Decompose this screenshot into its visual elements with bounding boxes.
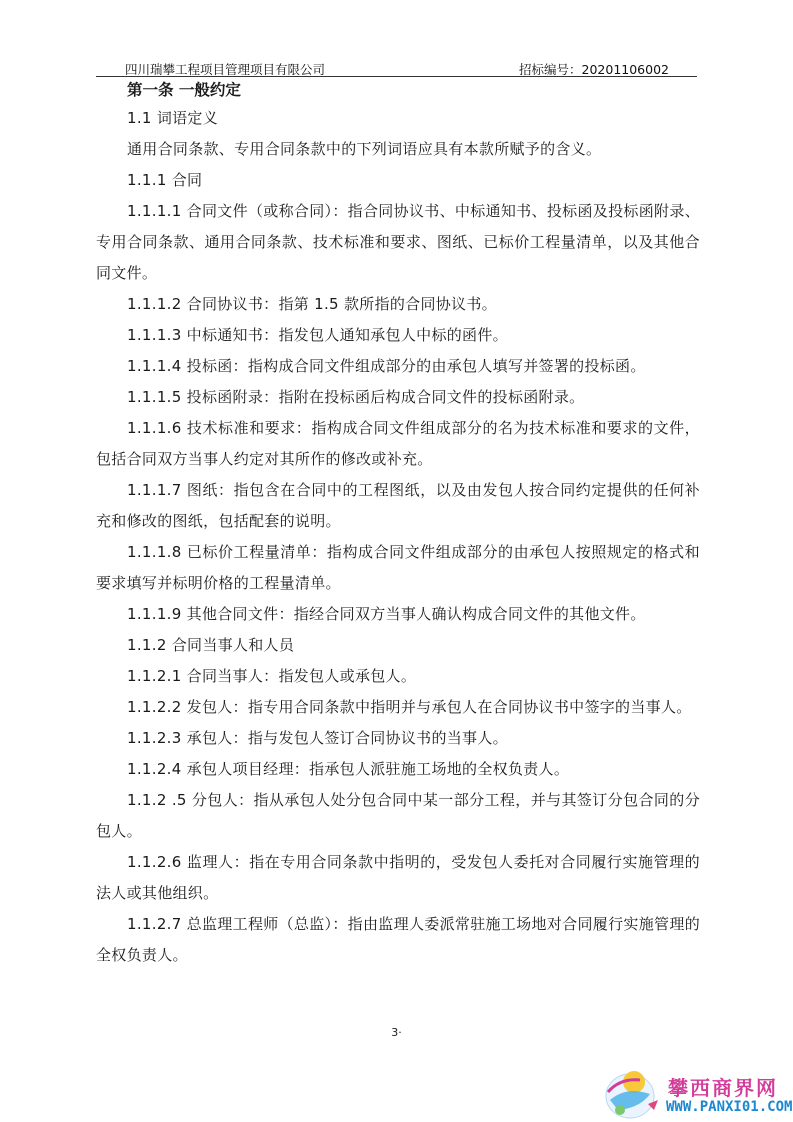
paragraph: 1.1.1.2 合同协议书：指第 1.5 款所指的合同协议书。: [127, 295, 497, 313]
site-name: 攀西商界网: [668, 1076, 778, 1100]
paragraph: 1.1.1.3 中标通知书：指发包人通知承包人中标的函件。: [127, 326, 508, 344]
paragraph: 1.1.1.7 图纸：指包含在合同中的工程图纸，以及由发包人按合同约定提供的任何补充和修改的图纸，包括配套的说明。: [96, 481, 700, 530]
paragraph: 1.1.2.2 发包人：指专用合同条款中指明并与承包人在合同协议书中签字的当事人。: [127, 698, 692, 716]
paragraph: 1.1.1.6 技术标准和要求：指构成合同文件组成部分的名为技术标准和要求的文件，包括合同双方当事人约定对其所作的修改或补充。: [96, 419, 700, 468]
paragraph: 1.1.1 合同: [127, 171, 203, 189]
site-logo-icon: [600, 1064, 666, 1122]
site-url-link[interactable]: WWW.PANXI01.COM: [666, 1099, 793, 1115]
paragraph: 1.1.2 合同当事人和人员: [127, 636, 295, 654]
paragraph: 1.1 词语定义: [127, 109, 219, 127]
paragraph: 1.1.2.7 总监理工程师（总监）：指由监理人委派常驻施工场地对合同履行实施管理的全权负责人。: [96, 915, 700, 964]
page-number: 3·: [391, 1026, 402, 1039]
document-body: [96, 77, 700, 971]
paragraph: 1.1.2.4 承包人项目经理：指承包人派驻施工场地的全权负责人。: [127, 760, 570, 778]
paragraph: 1.1.2.1 合同当事人：指发包人或承包人。: [127, 667, 417, 685]
bid-number: 招标编号：20201106002: [519, 62, 669, 77]
company-name: 四川瑞攀工程项目管理项目有限公司: [125, 62, 326, 77]
paragraph: 通用合同条款、专用合同条款中的下列词语应具有本款所赋予的含义。: [127, 140, 602, 158]
paragraph: 1.1.1.1 合同文件（或称合同）：指合同协议书、中标通知书、投标函及投标函附录、专用合同条款、通用合同条款、技术标准和要求、图纸、已标价工程量清单，以及其他合同文件。: [96, 202, 700, 282]
paragraph: 1.1.1.5 投标函附录：指附在投标函后构成合同文件的投标函附录。: [127, 388, 585, 406]
paragraph: 1.1.1.8 已标价工程量清单：指构成合同文件组成部分的由承包人按照规定的格式和要求填写并标明价格的工程量清单。: [96, 543, 700, 592]
page-header: [96, 58, 697, 77]
paragraph: 1.1.1.9 其他合同文件：指经合同双方当事人确认构成合同文件的其他文件。: [127, 605, 646, 623]
site-watermark[interactable]: [600, 1064, 793, 1122]
paragraph: 1.1.2.3 承包人：指与发包人签订合同协议书的当事人。: [127, 729, 508, 747]
paragraph: 1.1.1.4 投标函：指构成合同文件组成部分的由承包人填写并签署的投标函。: [127, 357, 646, 375]
paragraph: 1.1.2 .5 分包人：指从承包人处分包合同中某一部分工程，并与其签订分包合同的分包人。: [96, 791, 700, 840]
paragraph: 1.1.2.6 监理人：指在专用合同条款中指明的，受发包人委托对合同履行实施管理的法人或其他组织。: [96, 853, 700, 902]
section-title: 第一条 一般约定: [127, 81, 241, 99]
